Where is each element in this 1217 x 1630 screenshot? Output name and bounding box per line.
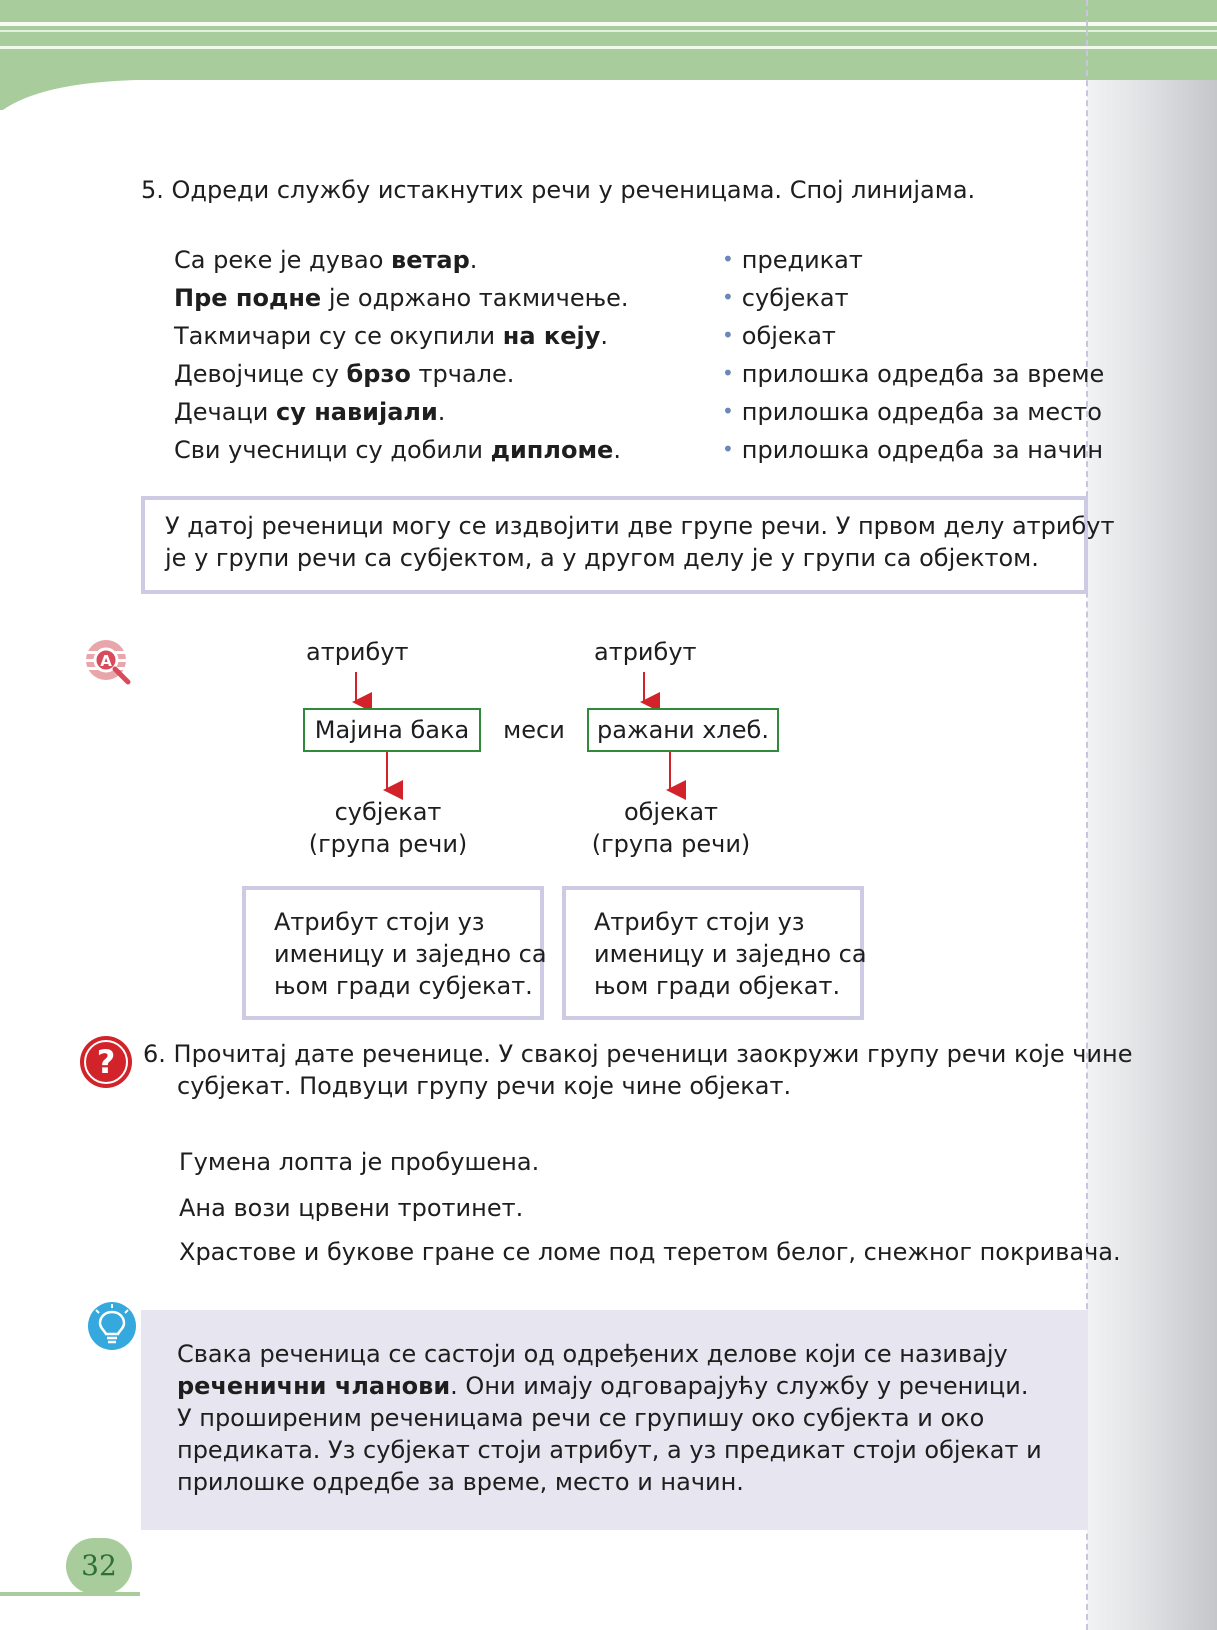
- subject-role-label: субјекат: [334, 798, 442, 826]
- exercise-6-sentence-3: Храстове и букове гране се ломе под теретом белог, снежног покривача.: [179, 1238, 1121, 1266]
- note-object-line-3: њом гради објекат.: [594, 972, 841, 1000]
- tip-line-1: Свака реченица се састоји од одређених делове који се називају: [177, 1340, 1008, 1368]
- tip-box: [141, 1310, 1088, 1530]
- bullet-dot: •: [722, 323, 734, 347]
- exercise-6-instruction-line-2: субјекат. Подвуци групу речи које чине објекат.: [177, 1072, 792, 1100]
- exercise-6-sentence-1: Гумена лопта је пробушена.: [179, 1148, 540, 1176]
- footer-line: [0, 1592, 140, 1596]
- bullet-dot: •: [722, 361, 734, 385]
- note-box-object: [562, 886, 867, 1020]
- tip-line-2: реченични чланови. Они имају одговарајућу службу у реченици.: [177, 1372, 1029, 1400]
- subject-role-sublabel: (група речи): [308, 830, 468, 858]
- bullet-dot: •: [722, 285, 734, 309]
- question-icon: [78, 1034, 134, 1090]
- sentence-3: Такмичари су се окупили на кеју.: [174, 322, 608, 350]
- object-role-sublabel: (група речи): [591, 830, 751, 858]
- bullet-dot: •: [722, 399, 734, 423]
- sentence-4: Девојчице су брзо трчале.: [174, 360, 515, 388]
- info-line-1: У датој реченици могу се издвојити две групе речи. У првом делу атрибут: [165, 512, 1115, 540]
- exercise-5-options: [722, 244, 1104, 472]
- sentence-5: Дечаци су навијали.: [174, 398, 446, 426]
- page-edge: [1087, 80, 1217, 1630]
- svg-text:A: A: [100, 652, 112, 670]
- info-box: [141, 496, 1115, 594]
- sentence-6: Сви учесници су добили дипломе.: [174, 436, 621, 464]
- object-role-label: објекат: [623, 798, 719, 826]
- page-number: 32: [66, 1538, 132, 1594]
- svg-text:?: ?: [96, 1043, 116, 1081]
- note-box-subject: [242, 886, 547, 1020]
- tip-line-5: прилошке одредбе за време, место и начин.: [177, 1468, 744, 1496]
- exercise-6-sentence-2: Ана вози црвени тротинет.: [179, 1194, 524, 1222]
- note-subject-line-1: Атрибут стоји уз: [274, 908, 485, 936]
- exercise-5-sentences: [174, 244, 629, 472]
- exercise-5-instruction: 5. Одреди службу истакнутих речи у реченицама. Спој линијама.: [141, 176, 976, 204]
- tip-line-4: предиката. Уз субјекат стоји атрибут, а уз предикат стоји објекат и: [177, 1436, 1042, 1464]
- attribute-label-right: атрибут: [594, 638, 697, 666]
- lightbulb-icon: [84, 1298, 140, 1354]
- option-item[interactable]: • прилошка одредба за место: [722, 398, 1102, 426]
- exercise-6-instruction-line-1: 6. Прочитај дате реченице. У свакој реченици заокружи групу речи које чине: [143, 1040, 1133, 1068]
- attribute-label-left: атрибут: [306, 638, 409, 666]
- verb-label: меси: [503, 716, 565, 744]
- note-object-line-1: Атрибут стоји уз: [594, 908, 805, 936]
- option-item[interactable]: • предикат: [722, 246, 863, 274]
- tip-line-3: У проширеним реченицама речи се групишу око субјекта и око: [177, 1404, 985, 1432]
- object-group-box: ражани хлеб.: [587, 708, 779, 752]
- note-subject-line-2: именицу и заједно са: [274, 940, 547, 968]
- note-subject-line-3: њом гради субјекат.: [274, 972, 533, 1000]
- bullet-dot: •: [722, 437, 734, 461]
- header-band: [0, 0, 1217, 110]
- option-item[interactable]: • субјекат: [722, 284, 849, 312]
- subject-group-box: Мајина бака: [303, 708, 481, 752]
- magnifier-icon: [82, 636, 140, 688]
- sentence-2: Пре подне је одржано такмичење.: [174, 284, 629, 312]
- bullet-dot: •: [722, 247, 734, 271]
- option-item[interactable]: • прилошка одредба за време: [722, 360, 1105, 388]
- option-item[interactable]: • прилошка одредба за начин: [722, 436, 1104, 464]
- note-object-line-2: именицу и заједно са: [594, 940, 867, 968]
- option-item[interactable]: • објекат: [722, 322, 836, 350]
- sentence-1: Са реке је дувао ветар.: [174, 246, 478, 274]
- info-line-2: је у групи речи са субјектом, а у другом делу је у групи са објектом.: [165, 544, 1039, 572]
